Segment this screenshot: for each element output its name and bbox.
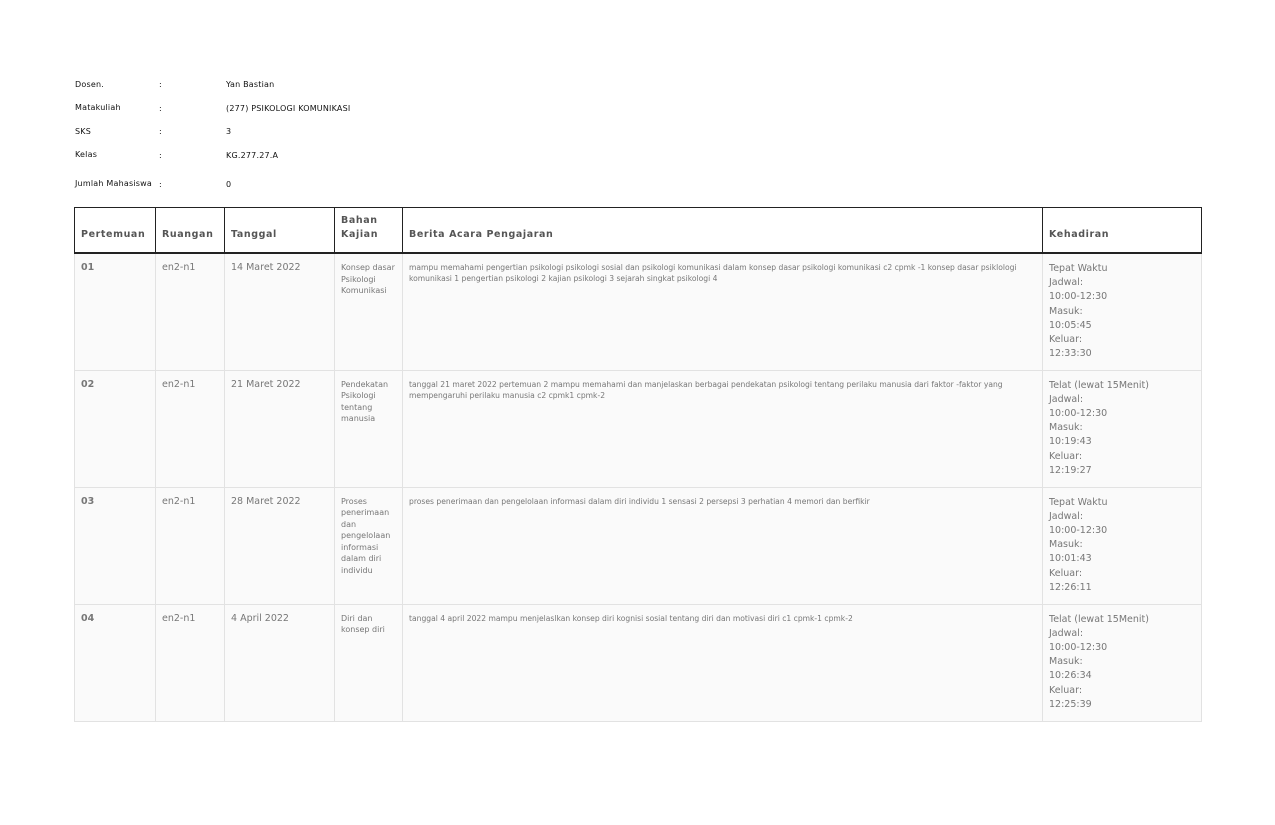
info-row-jumlah-mahasiswa (75, 168, 350, 200)
attendance-table (74, 207, 1202, 722)
cell-tanggal: 28 Maret 2022 (225, 487, 335, 604)
keluar-label: Keluar: (1049, 334, 1083, 346)
info-value: KG.277.27.A (226, 150, 279, 160)
masuk-label: Masuk: (1049, 305, 1083, 317)
jadwal-value: 10:00-12:30 (1049, 291, 1108, 303)
header-ruangan: Ruangan (156, 208, 225, 254)
table-row (75, 253, 1202, 370)
cell-kehadiran (1043, 487, 1202, 604)
cell-berita-acara: proses penerimaan dan pengelolaan informasi dalam diri individu 1 sensasi 2 persepsi 3 perhatian 4 memori dan berfikir (403, 487, 1043, 604)
header-pertemuan: Pertemuan (75, 208, 156, 254)
cell-kehadiran (1043, 370, 1202, 487)
header-tanggal: Tanggal (225, 208, 335, 254)
masuk-value: 10:26:34 (1049, 670, 1092, 682)
header-berita-acara: Berita Acara Pengajaran (403, 208, 1043, 254)
table-header-row (75, 208, 1202, 254)
keluar-value: 12:19:27 (1049, 464, 1092, 476)
cell-ruangan: en2-n1 (156, 370, 225, 487)
cell-kehadiran (1043, 604, 1202, 721)
cell-pertemuan: 02 (75, 370, 156, 487)
cell-berita-acara: tanggal 21 maret 2022 pertemuan 2 mampu memahami dan manjelaskan berbagai pendekatan psikologi tentang perilaku manusia dari faktor -faktor yang mempengaruhi perilaku manusia c2 cpmk1 cpmk-2 (403, 370, 1043, 487)
cell-tanggal: 4 April 2022 (225, 604, 335, 721)
masuk-label: Masuk: (1049, 539, 1083, 551)
info-row-kelas (75, 144, 350, 168)
cell-kehadiran (1043, 253, 1202, 370)
jadwal-value: 10:00-12:30 (1049, 407, 1108, 419)
attendance-status: Tepat Waktu (1049, 263, 1108, 274)
keluar-label: Keluar: (1049, 567, 1083, 579)
keluar-label: Keluar: (1049, 684, 1083, 696)
attendance-status: Telat (lewat 15Menit) (1049, 379, 1149, 391)
jadwal-label: Jadwal: (1049, 277, 1084, 289)
attendance-status: Tepat Waktu (1049, 496, 1108, 508)
info-value: Yan Bastian (226, 80, 275, 90)
info-colon: : (159, 179, 162, 189)
keluar-value: 12:26:11 (1049, 581, 1092, 593)
course-info (75, 73, 350, 200)
jadwal-label: Jadwal: (1049, 510, 1084, 522)
header-kehadiran: Kehadiran (1043, 208, 1202, 254)
masuk-label: Masuk: (1049, 656, 1083, 668)
info-value: (277) PSIKOLOGI KOMUNIKASI (226, 103, 351, 113)
keluar-label: Keluar: (1049, 450, 1083, 462)
cell-bahan-kajian: Pendekatan Psikologi tentang manusia (335, 370, 403, 487)
table-row (75, 604, 1202, 721)
cell-berita-acara: tanggal 4 april 2022 mampu menjelaslkan konsep diri kognisi sosial tentang diri dan motivasi diri c1 cpmk-1 cpmk-2 (403, 604, 1043, 721)
masuk-value: 10:05:45 (1049, 319, 1092, 331)
cell-ruangan: en2-n1 (156, 604, 225, 721)
info-row-sks (75, 120, 350, 144)
masuk-value: 10:19:43 (1049, 436, 1092, 448)
jadwal-value: 10:00-12:30 (1049, 524, 1108, 536)
cell-ruangan: en2-n1 (156, 487, 225, 604)
masuk-value: 10:01:43 (1049, 553, 1092, 565)
info-value: 0 (226, 179, 232, 189)
cell-tanggal: 21 Maret 2022 (225, 370, 335, 487)
cell-berita-acara: mampu memahami pengertian psikologi psikologi sosial dan psikologi komunikasi dalam konsep dasar psikologi komunikasi c2 cpmk -1 konsep dasar psiklologi komunikasi 1 pengertian psikologi 2 kajian psikologi 3 sejarah singkat psikologi 4 (403, 253, 1043, 370)
jadwal-label: Jadwal: (1049, 627, 1084, 639)
cell-pertemuan: 01 (75, 253, 156, 370)
cell-pertemuan: 03 (75, 487, 156, 604)
cell-bahan-kajian: Diri dan konsep diri (335, 604, 403, 721)
info-label: Matakuliah (75, 103, 121, 113)
cell-tanggal: 14 Maret 2022 (225, 253, 335, 370)
info-label: Dosen. (75, 79, 104, 89)
header-bahan-kajian: Bahan Kajian (335, 208, 403, 254)
attendance-status: Telat (lewat 15Menit) (1049, 613, 1149, 625)
info-colon: : (159, 127, 162, 137)
info-label: SKS (75, 126, 92, 136)
info-row-dosen (75, 73, 350, 97)
info-colon: : (159, 103, 162, 113)
info-label: Jumlah Mahasiswa (75, 179, 152, 188)
table-row (75, 487, 1202, 604)
jadwal-label: Jadwal: (1049, 393, 1084, 405)
table-row (75, 370, 1202, 487)
keluar-value: 12:33:30 (1049, 348, 1092, 360)
info-label: Kelas (75, 150, 98, 160)
info-value: 3 (226, 127, 232, 137)
cell-pertemuan: 04 (75, 604, 156, 721)
info-row-matakuliah (75, 97, 350, 121)
cell-bahan-kajian: Konsep dasar Psikologi Komunikasi (335, 253, 403, 370)
keluar-value: 12:25:39 (1049, 698, 1092, 710)
cell-ruangan: en2-n1 (156, 253, 225, 370)
cell-bahan-kajian: Proses penerimaan dan pengelolaan informasi dalam diri individu (335, 487, 403, 604)
jadwal-value: 10:00-12:30 (1049, 641, 1108, 653)
masuk-label: Masuk: (1049, 422, 1083, 434)
info-colon: : (159, 80, 162, 90)
info-colon: : (159, 150, 162, 160)
